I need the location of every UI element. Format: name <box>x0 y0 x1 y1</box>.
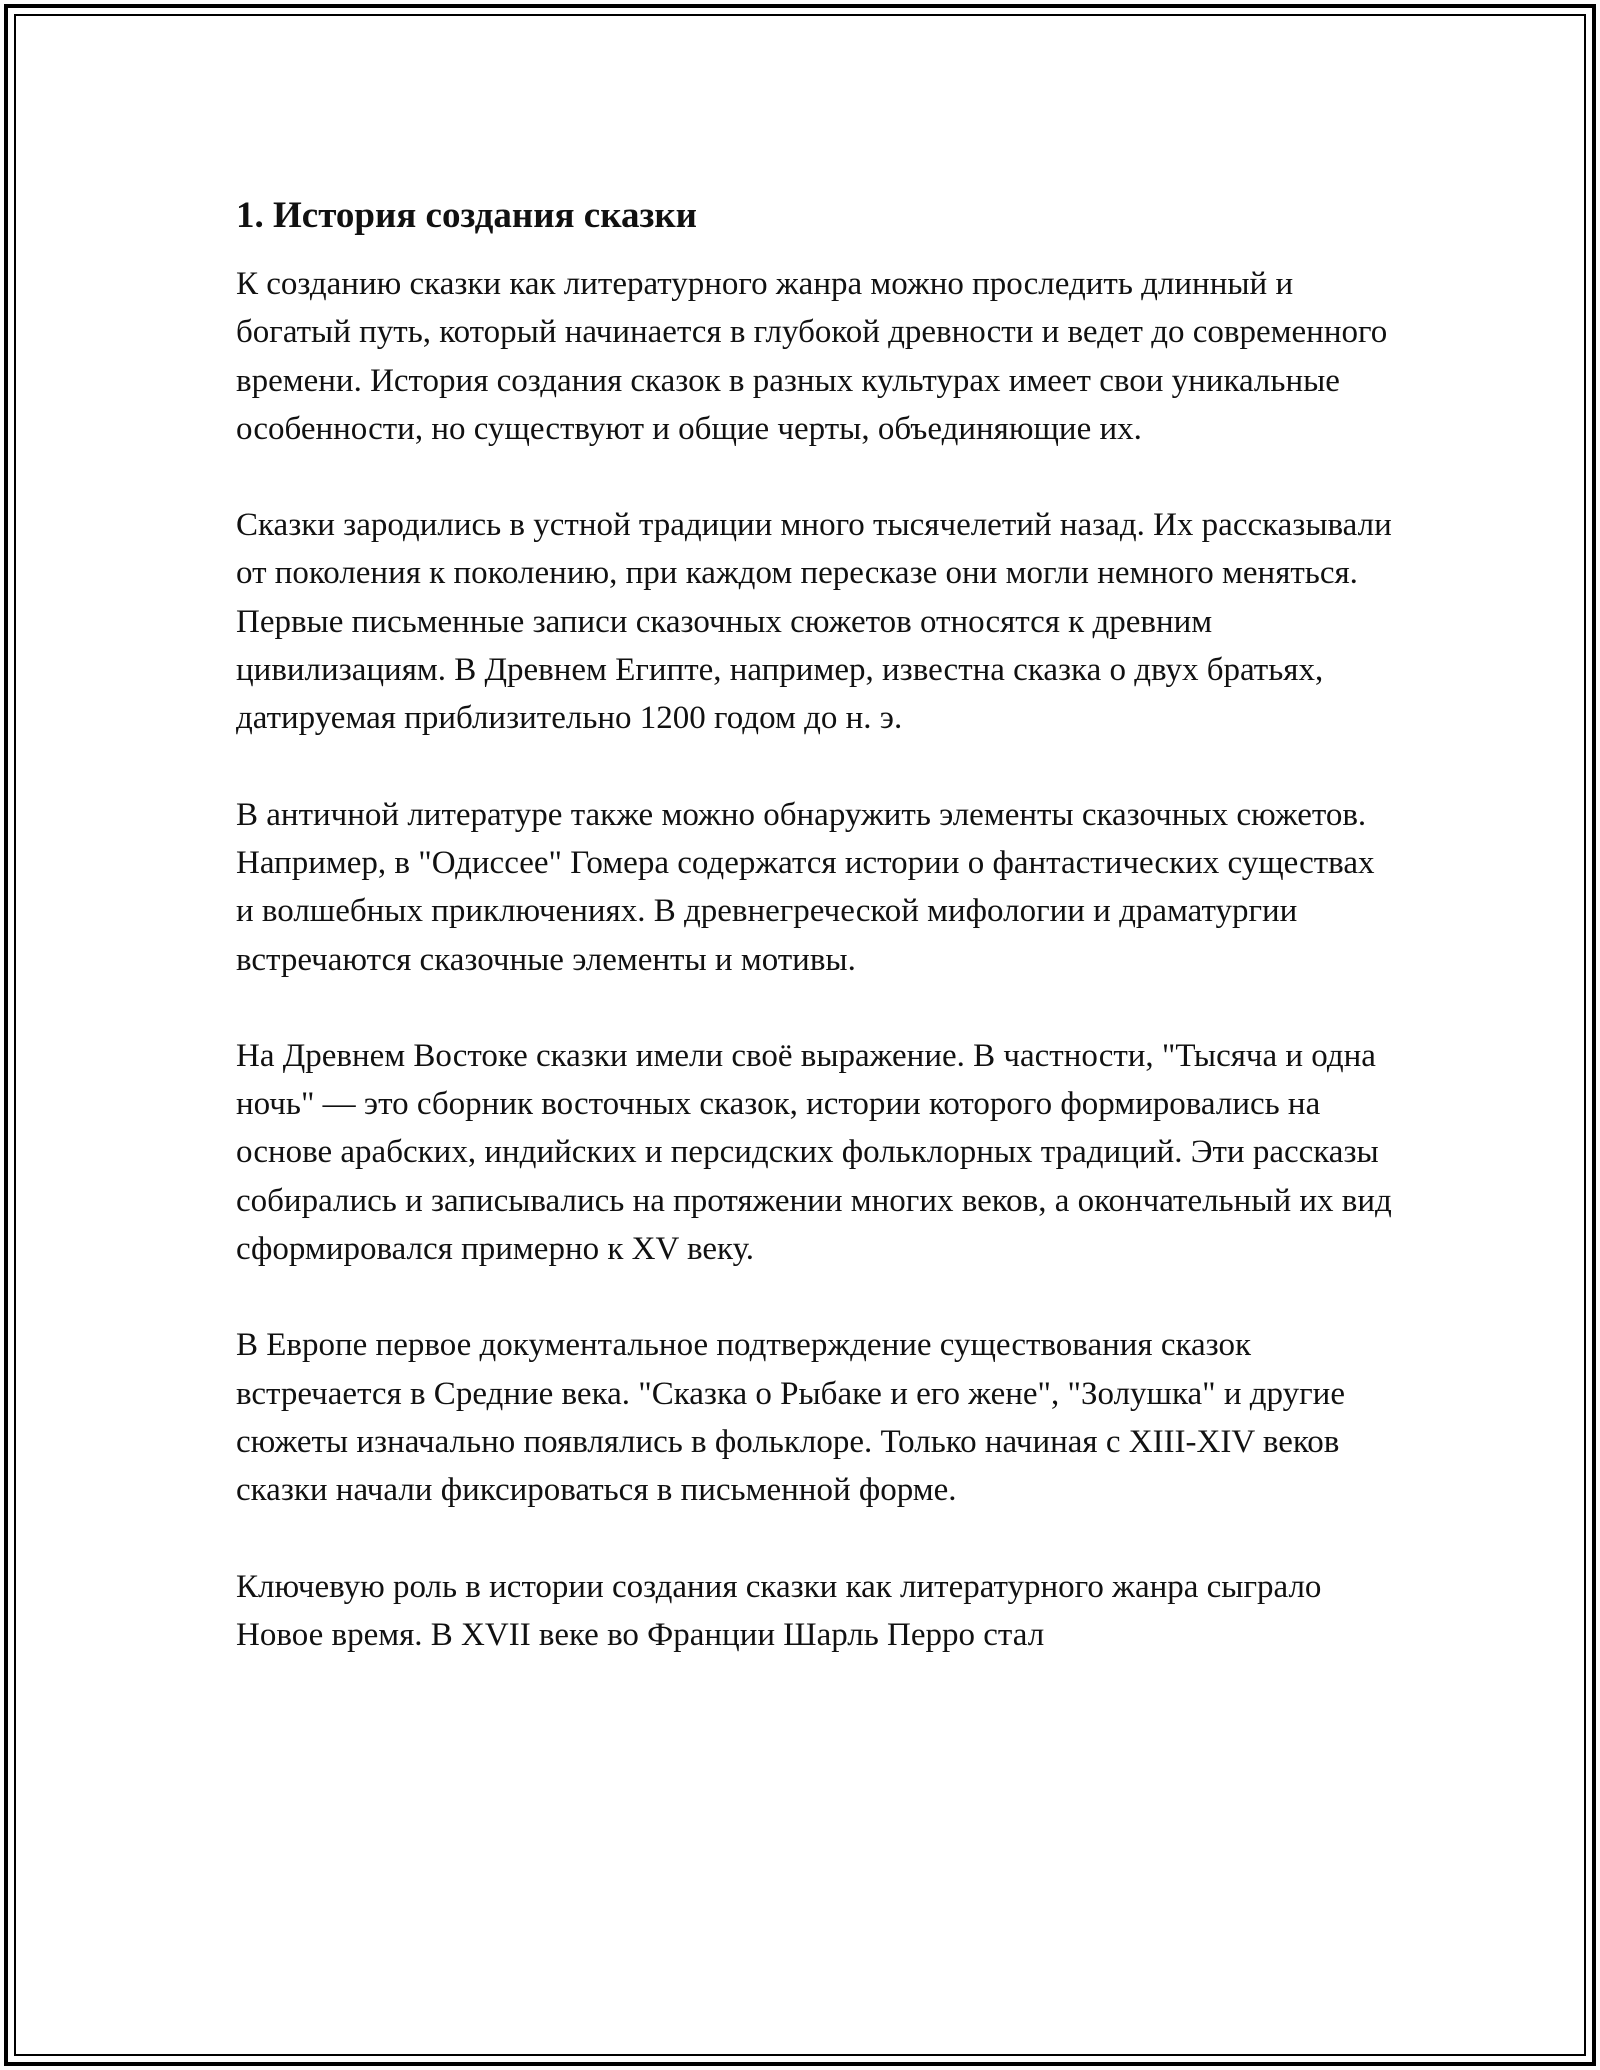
paragraph-2: Сказки зародились в устной традиции много тысячелетий назад. Их рассказывали от поколения к поколению, при каждом пересказе они могли немного меняться. Первые письменные записи сказочных сюжетов относятся к древним цивилизациям. В Древнем Египте, например, известна сказка о двух братьях, датируемая приблизительно 1200 годом до н. э. <box>236 507 1392 737</box>
paragraph-6: Ключевую роль в истории создания сказки как литературного жанра сыграло Новое время. В XVII веке во Франции Шарль Перро стал <box>236 1568 1322 1653</box>
paragraph-5: В Европе первое документальное подтверждение существования сказок встречается в Средние века. "Сказка о Рыбаке и его жене", "Золушка" и другие сюжеты изначально появлялись в фольклоре. Только начиная с XIII-XIV веков сказки начали фиксироваться в письменной форме. <box>236 1327 1345 1509</box>
section-heading: 1. История создания сказки <box>236 195 697 236</box>
paragraph-3: В античной литературе также можно обнаружить элементы сказочных сюжетов. Например, в "Одиссее" Гомера содержатся истории о фантастических существах и волшебных приключениях. В древнегреческой мифологии и драматургии встречаются сказочные элементы и мотивы. <box>236 796 1375 978</box>
paragraph-1: К созданию сказки как литературного жанра можно проследить длинный и богатый путь, который начинается в глубокой древности и ведет до современного времени. История создания сказок в разных культурах имеет свои уникальные особенности, но существуют и общие черты, объединяющие их. <box>236 266 1388 447</box>
paragraph-4: На Древнем Востоке сказки имели своё выражение. В частности, "Тысяча и одна ночь" — это сборник восточных сказок, истории которого формировались на основе арабских, индийских и персидских фольклорных традиций. Эти рассказы собирались и записывались на протяжении многих веков, а окончательный их вид сформировался примерно к XV веку. <box>236 1037 1392 1268</box>
document-body <box>236 188 1406 1707</box>
